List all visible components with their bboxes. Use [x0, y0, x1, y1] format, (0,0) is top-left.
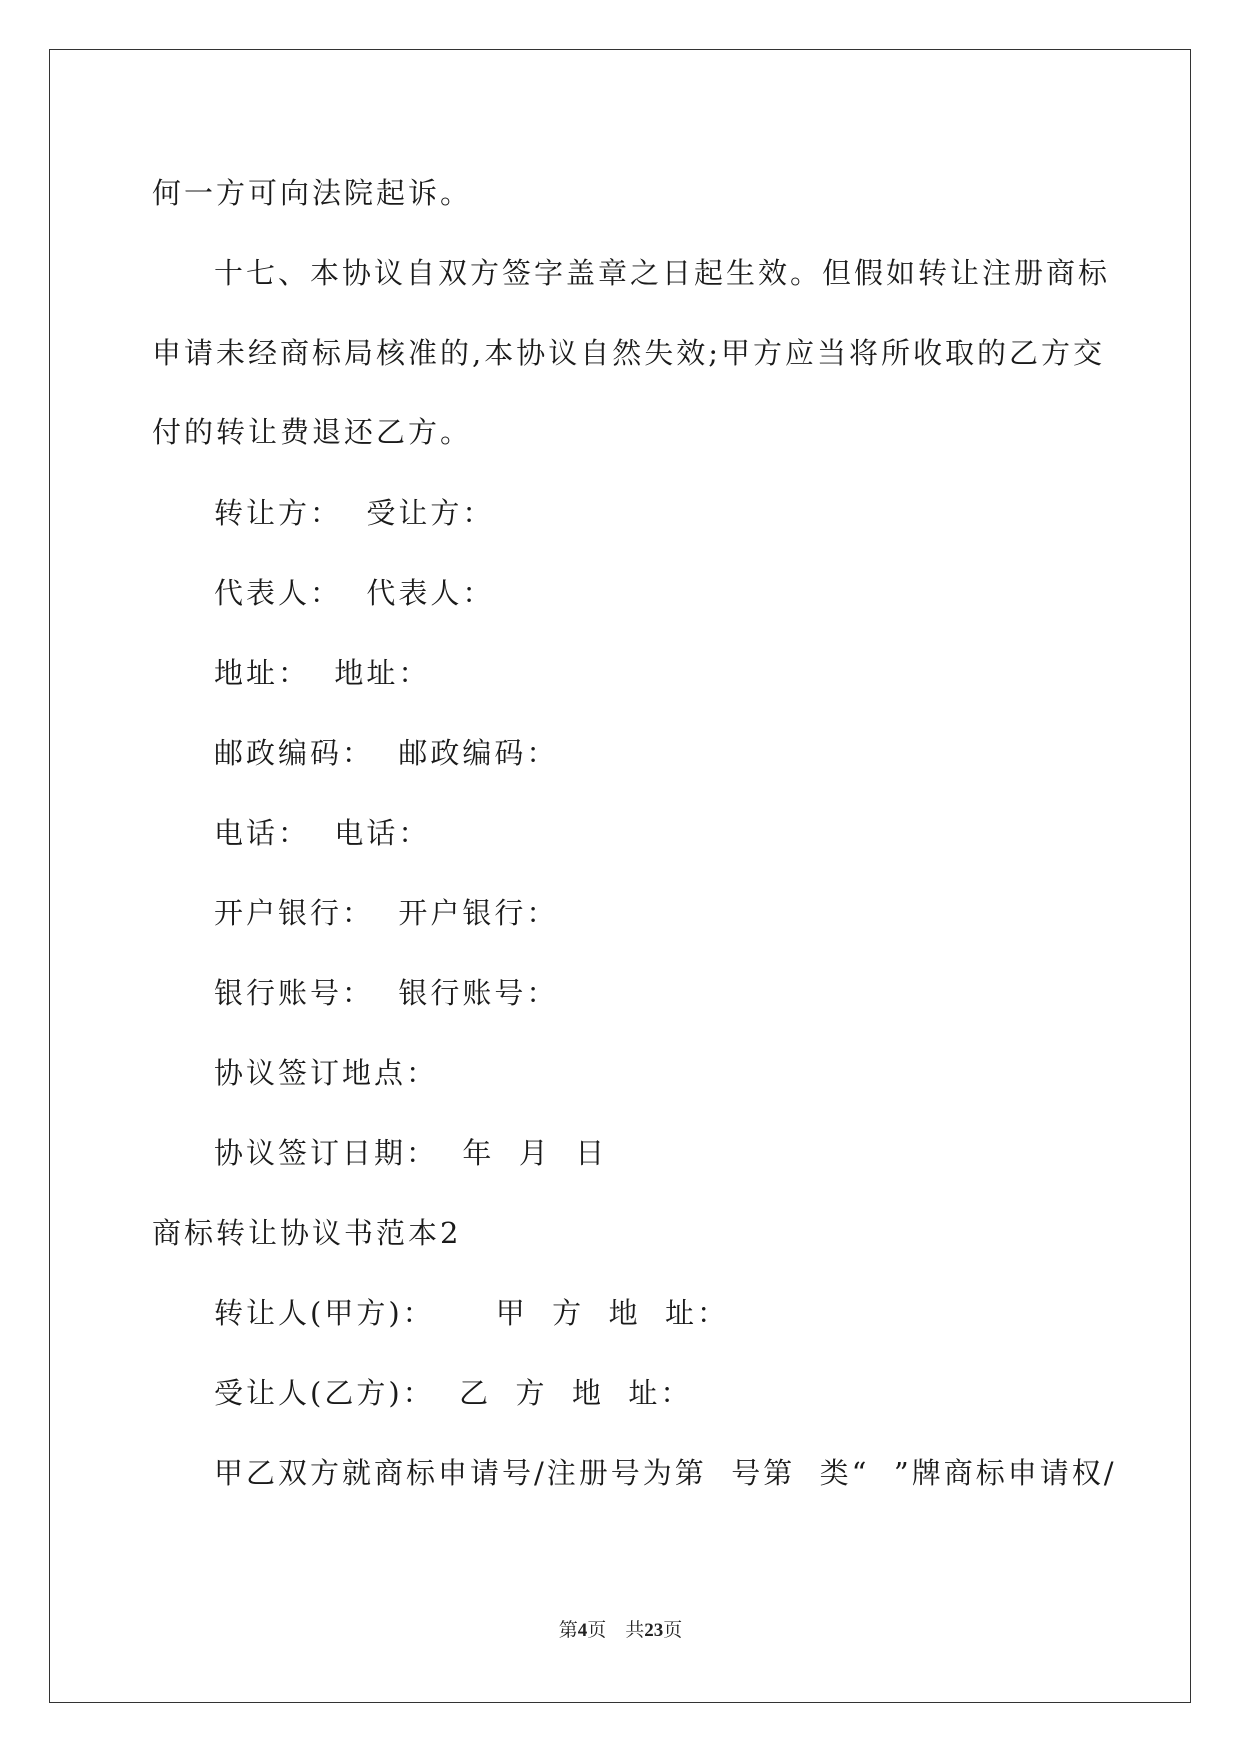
text-line: 十七、本协议自双方签字盖章之日起生效。但假如转让注册商标 [214, 256, 1111, 290]
text-line: 受让人(乙方)： 乙 方 地 址： [214, 1376, 693, 1410]
text-line: 付的转让费退还乙方。 [152, 415, 473, 449]
text-line: 开户银行： 开户银行： [214, 896, 559, 930]
text-line: 申请未经商标局核准的,本协议自然失效;甲方应当将所收取的乙方交 [152, 336, 1105, 370]
text-line: 邮政编码： 邮政编码： [214, 736, 559, 770]
text-line: 电话： 电话： [214, 816, 431, 850]
text-line: 转让人(甲方)： 甲 方 地 址： [214, 1296, 730, 1330]
text-line: 代表人： 代表人： [214, 576, 495, 610]
text-line: 地址： 地址： [214, 656, 431, 690]
text-line: 协议签订地点： [214, 1056, 439, 1090]
text-line: 甲乙双方就商标申请号/注册号为第 号第 类“ ”牌商标申请权/ [214, 1456, 1117, 1490]
footer-mid: 页 共 [587, 1620, 645, 1641]
text-line: 协议签订日期： 年 月 日 [214, 1136, 608, 1170]
text-line: 转让方： 受让方： [214, 496, 495, 530]
text-line: 银行账号： 银行账号： [214, 976, 559, 1010]
footer-suffix: 页 [663, 1620, 683, 1641]
footer-prefix: 第 [558, 1620, 578, 1641]
current-page-number: 4 [577, 1620, 588, 1641]
section-heading: 商标转让协议书范本2 [152, 1216, 462, 1250]
page-footer [0, 1615, 1241, 1642]
total-page-number: 23 [644, 1620, 664, 1641]
text-line: 何一方可向法院起诉。 [152, 176, 473, 210]
